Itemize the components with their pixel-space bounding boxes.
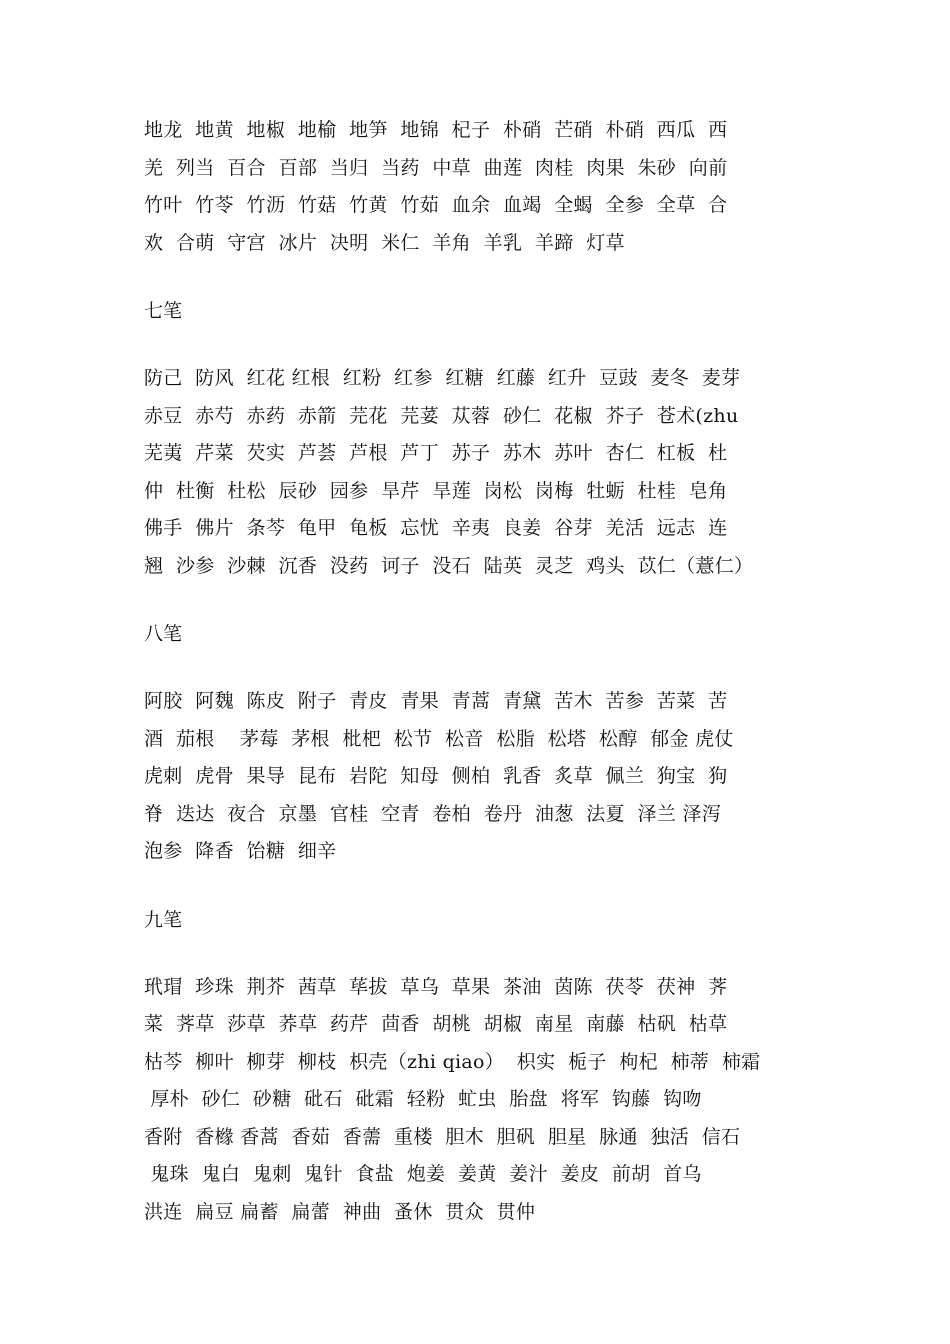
- text-line: 翘 沙参 沙棘 沉香 没药 诃子 没石 陆英 灵芝 鸡头 苡仁（薏仁）: [144, 554, 754, 577]
- section-heading-9-strokes: 九笔: [144, 908, 183, 931]
- document-page: [144, 112, 824, 1231]
- text-line: 香附 香橼 香蒿 香茹 香薷 重楼 胆木 胆矾 胆星 脉通 独活 信石: [144, 1125, 741, 1148]
- section-8-strokes: [144, 683, 824, 871]
- text-line: 欢 合萌 守宫 冰片 决明 米仁 羊角 羊乳 羊蹄 灯草: [144, 231, 625, 254]
- text-line: 佛手 佛片 条芩 龟甲 龟板 忘忧 辛夷 良姜 谷芽 羌活 远志 连: [144, 517, 728, 539]
- text-line: 枯芩 柳叶 柳芽 柳枝 枳壳（zhi qiao） 枳实 栀子 枸杞 柿蒂 柿霜: [144, 1050, 761, 1073]
- section-6-strokes: [144, 112, 824, 262]
- text-line: 芜荑 芹菜 芡实 芦荟 芦根 芦丁 苏子 苏木 苏叶 杏仁 杠板 杜: [144, 442, 728, 464]
- text-line: 厚朴 砂仁 砂糖 砒石 砒霜 轻粉 虻虫 胎盘 将军 钩藤 钩吻: [144, 1088, 702, 1110]
- text-line: 阿胶 阿魏 陈皮 附子 青皮 青果 青蒿 青黛 苦木 苦参 苦菜 苦: [144, 690, 728, 712]
- text-line: 竹叶 竹苓 竹沥 竹菇 竹黄 竹茹 血余 血竭 全蝎 全参 全草 合: [144, 194, 728, 216]
- text-line: 羌 列当 百合 百部 当归 当药 中草 曲莲 肉桂 肉果 朱砂 向前: [144, 156, 728, 179]
- text-line: 脊 迭达 夜合 京墨 官桂 空青 卷柏 卷丹 油葱 法夏 泽兰 泽泻: [144, 802, 722, 825]
- text-line: 泡参 降香 饴糖 细辛: [144, 840, 337, 862]
- text-line: 防己 防风 红花 红根 红粉 红参 红糖 红藤 红升 豆豉 麦冬 麦芽: [144, 367, 741, 389]
- text-line: 洪连 扁豆 扁蓄 扁蕾 神曲 蚤休 贯众 贯仲: [144, 1200, 536, 1223]
- text-line: 赤豆 赤芍 赤药 赤箭 芫花 芫荽 苁蓉 砂仁 花椒 芥子 苍术(zhu: [144, 404, 739, 427]
- section-heading-8-strokes: 八笔: [144, 623, 183, 645]
- section-heading-7-strokes: 七笔: [144, 300, 183, 322]
- text-line: 虎刺 虎骨 果导 昆布 岩陀 知母 侧柏 乳香 炙草 佩兰 狗宝 狗: [144, 765, 728, 787]
- section-9-strokes: [144, 969, 824, 1232]
- text-line: 鬼珠 鬼白 鬼刺 鬼针 食盐 炮姜 姜黄 姜汁 姜皮 前胡 首乌: [144, 1163, 702, 1185]
- text-line: 玳瑁 珍珠 荆芥 茜草 荜拔 草乌 草果 茶油 茵陈 茯苓 茯神 荠: [144, 975, 728, 998]
- text-line: 仲 杜衡 杜松 辰砂 园参 旱芹 旱莲 岗松 岗梅 牡蛎 杜桂 皂角: [144, 479, 728, 502]
- text-line: 菜 荠草 莎草 荞草 药芹 茴香 胡桃 胡椒 南星 南藤 枯矾 枯草: [144, 1013, 728, 1035]
- text-line: 地龙 地黄 地椒 地榆 地笋 地锦 杞子 朴硝 芒硝 朴硝 西瓜 西: [144, 119, 728, 141]
- text-line: 酒 茄根 茅莓 茅根 枇杷 松节 松音 松脂 松塔 松醇 郁金 虎仗: [144, 727, 734, 750]
- section-7-strokes: [144, 360, 824, 585]
